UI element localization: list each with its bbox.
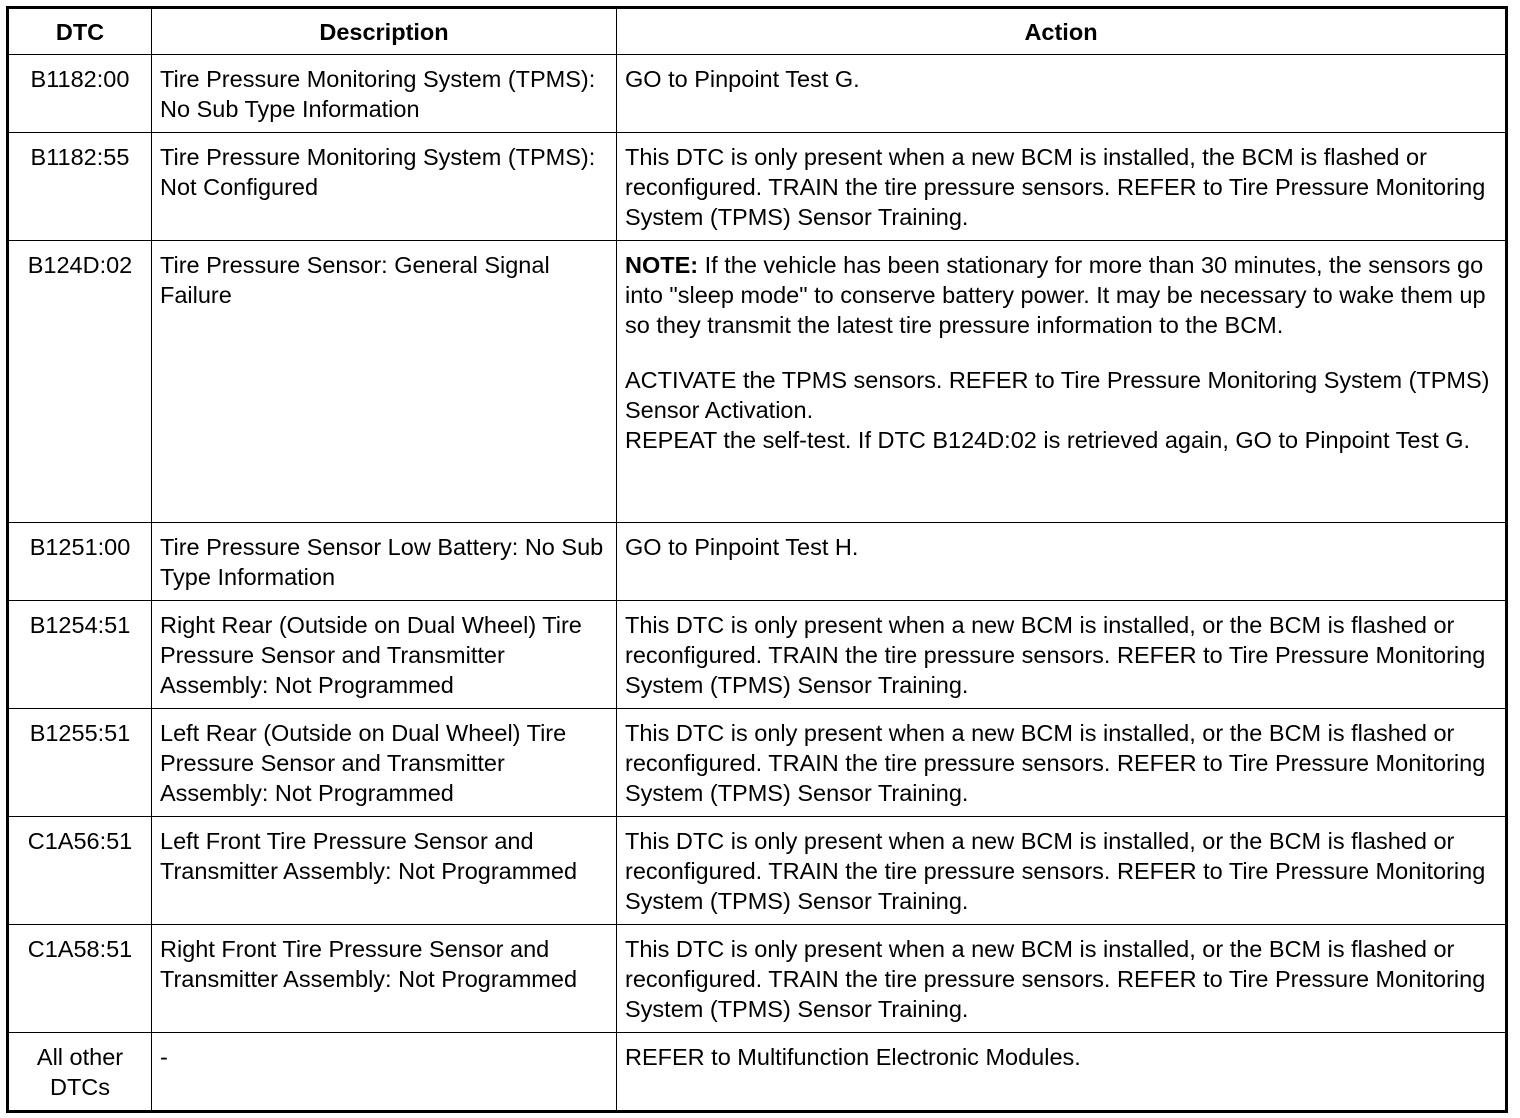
table-row: [8, 1033, 1507, 1112]
table-row: [8, 55, 1507, 133]
dtc-description: Tire Pressure Monitoring System (TPMS): No Sub Type Information: [152, 55, 617, 133]
table-row: [8, 817, 1507, 925]
table-row: [8, 709, 1507, 817]
dtc-action: This DTC is only present when a new BCM is installed, or the BCM is flashed or reconfigured. TRAIN the tire pressure sensors. REFER to Tire Pressure Monitoring System (TPMS) Sensor Training.: [617, 817, 1507, 925]
note-text: If the vehicle has been stationary for more than 30 minutes, the sensors go into "sleep mode" to conserve battery power. It may be necessary to wake them up so they transmit the latest tire pressure information to the BCM.: [625, 252, 1486, 338]
dtc-description: Tire Pressure Monitoring System (TPMS): Not Configured: [152, 133, 617, 241]
header-description: Description: [152, 8, 617, 55]
dtc-description: Tire Pressure Sensor Low Battery: No Sub Type Information: [152, 523, 617, 601]
dtc-code: C1A56:51: [8, 817, 152, 925]
dtc-action: GO to Pinpoint Test G.: [617, 55, 1507, 133]
dtc-table: [6, 6, 1508, 1113]
table-row: [8, 523, 1507, 601]
dtc-action: [617, 241, 1507, 523]
dtc-description: -: [152, 1033, 617, 1112]
action-step-activate: ACTIVATE the TPMS sensors. REFER to Tire Pressure Monitoring System (TPMS) Sensor Activation.: [625, 367, 1490, 423]
dtc-action: This DTC is only present when a new BCM is installed, or the BCM is flashed or reconfigured. TRAIN the tire pressure sensors. REFER to Tire Pressure Monitoring System (TPMS) Sensor Training.: [617, 601, 1507, 709]
table-header: [8, 8, 1507, 55]
table-row: [8, 925, 1507, 1033]
dtc-code: B1182:55: [8, 133, 152, 241]
dtc-action: This DTC is only present when a new BCM is installed, or the BCM is flashed or reconfigured. TRAIN the tire pressure sensors. REFER to Tire Pressure Monitoring System (TPMS) Sensor Training.: [617, 925, 1507, 1033]
dtc-code: B124D:02: [8, 241, 152, 523]
note-label: NOTE:: [625, 252, 699, 278]
table-body: [8, 55, 1507, 1112]
header-row: [8, 8, 1507, 55]
header-dtc: DTC: [8, 8, 152, 55]
dtc-action: This DTC is only present when a new BCM is installed, the BCM is flashed or reconfigured. TRAIN the tire pressure sensors. REFER to Tire Pressure Monitoring System (TPMS) Sensor Training.: [617, 133, 1507, 241]
dtc-code: B1182:00: [8, 55, 152, 133]
dtc-action: GO to Pinpoint Test H.: [617, 523, 1507, 601]
dtc-code: B1255:51: [8, 709, 152, 817]
dtc-code: All other DTCs: [8, 1033, 152, 1112]
table-row: [8, 133, 1507, 241]
dtc-description: Right Front Tire Pressure Sensor and Transmitter Assembly: Not Programmed: [152, 925, 617, 1033]
dtc-action: REFER to Multifunction Electronic Modules.: [617, 1033, 1507, 1112]
table-row: [8, 601, 1507, 709]
action-steps: [625, 365, 1497, 455]
dtc-code: C1A58:51: [8, 925, 152, 1033]
header-action: Action: [617, 8, 1507, 55]
action-note: [625, 250, 1497, 340]
dtc-description: Right Rear (Outside on Dual Wheel) Tire Pressure Sensor and Transmitter Assembly: Not Programmed: [152, 601, 617, 709]
dtc-action: This DTC is only present when a new BCM is installed, or the BCM is flashed or reconfigured. TRAIN the tire pressure sensors. REFER to Tire Pressure Monitoring System (TPMS) Sensor Training.: [617, 709, 1507, 817]
dtc-description: Left Front Tire Pressure Sensor and Transmitter Assembly: Not Programmed: [152, 817, 617, 925]
dtc-code: B1251:00: [8, 523, 152, 601]
action-step-repeat: REPEAT the self-test. If DTC B124D:02 is retrieved again, GO to Pinpoint Test G.: [625, 427, 1471, 453]
dtc-code: B1254:51: [8, 601, 152, 709]
dtc-description: Tire Pressure Sensor: General Signal Failure: [152, 241, 617, 523]
table-row: [8, 241, 1507, 523]
dtc-description: Left Rear (Outside on Dual Wheel) Tire Pressure Sensor and Transmitter Assembly: Not Programmed: [152, 709, 617, 817]
